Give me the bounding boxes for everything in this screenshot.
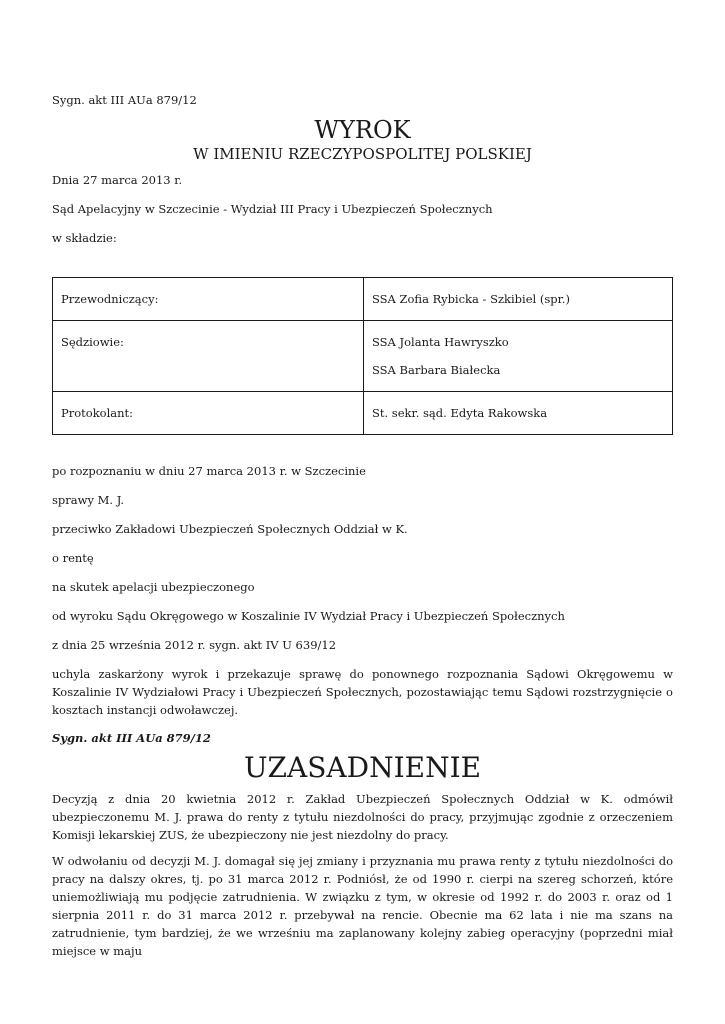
judge-name: SSA Zofia Rybicka - Szkibiel (spr.) bbox=[372, 292, 570, 306]
verdict-title: WYROK bbox=[314, 116, 411, 144]
composition-intro: w składzie: bbox=[52, 231, 117, 245]
table-row bbox=[53, 392, 673, 435]
proceedings-line: od wyroku Sądu Okręgowego w Koszalinie IV Wydział Pracy i Ubezpieczeń Społecznych bbox=[52, 609, 565, 623]
case-reference: Sygn. akt III AUa 879/12 bbox=[52, 93, 197, 107]
role-label: Sędziowie: bbox=[61, 335, 124, 349]
justification-title: UZASADNIENIE bbox=[243, 751, 482, 784]
justification-paragraph: W odwołaniu od decyzji M. J. domagał się jej zmiany i przyznania mu prawa renty z tytułu niezdolności do pracy na dalszy okres, tj. po 31 marca 2012 r. Podniósł, że od 1990 r. cierpi na szereg schorzeń, które uniemożliwiają mu podjęcie zatrudnienia. W związku z tym, w okresie od 1992 r. do 2003 r. oraz od 1 sierpnia 2011 r. do 31 marca 2012 r. przebywał na rencie. Obecnie ma 62 lata i nie ma szans na zatrudnienie, tym bardziej, że we wrześniu ma zaplanowany kolejny zabieg operacyjny (poprzedni miał miejsce w maju bbox=[52, 854, 673, 958]
clerk-name: St. sekr. sąd. Edyta Rakowska bbox=[372, 406, 548, 420]
court-name: Sąd Apelacyjny w Szczecinie - Wydział III Pracy i Ubezpieczeń Społecznych bbox=[52, 202, 493, 216]
justification-case-reference: Sygn. akt III AUa 879/12 bbox=[52, 731, 211, 745]
composition-table bbox=[52, 277, 673, 435]
ruling-paragraph: uchyla zaskarżony wyrok i przekazuje sprawę do ponownego rozpoznania Sądowi Okręgowemu w Koszalinie IV Wydziałowi Pracy i Ubezpieczeń Społecznych, pozostawiając temu Sądowi rozstrzygnięcie o kosztach instancji odwoławczej. bbox=[52, 667, 673, 717]
judge-name: SSA Barbara Białecka bbox=[372, 363, 501, 377]
judge-name: SSA Jolanta Hawryszko bbox=[372, 335, 509, 349]
proceedings-line: na skutek apelacji ubezpieczonego bbox=[52, 580, 255, 594]
justification-paragraph: Decyzją z dnia 20 kwietnia 2012 r. Zakład Ubezpieczeń Społecznych Oddział w K. odmówił ubezpieczonemu M. J. prawa do renty z tytułu niezdolności do pracy, przyjmując zgodnie z orzeczeniem Komisji lekarskiej ZUS, że ubezpieczony nie jest niezdolny do pracy. bbox=[52, 792, 673, 842]
verdict-subtitle: W IMIENIU RZECZYPOSPOLITEJ POLSKIEJ bbox=[193, 145, 532, 163]
table-row bbox=[53, 278, 673, 321]
proceedings-line: sprawy M. J. bbox=[52, 493, 125, 507]
role-label: Przewodniczący: bbox=[61, 292, 159, 306]
verdict-date: Dnia 27 marca 2013 r. bbox=[52, 173, 183, 187]
role-label: Protokolant: bbox=[61, 406, 134, 420]
table-row bbox=[53, 321, 673, 392]
proceedings-line: o rentę bbox=[52, 551, 94, 565]
proceedings-line: po rozpoznaniu w dniu 27 marca 2013 r. w Szczecinie bbox=[52, 464, 366, 478]
proceedings-line: przeciwko Zakładowi Ubezpieczeń Społecznych Oddział w K. bbox=[52, 522, 408, 536]
proceedings-line: z dnia 25 września 2012 r. sygn. akt IV U 639/12 bbox=[52, 638, 337, 652]
